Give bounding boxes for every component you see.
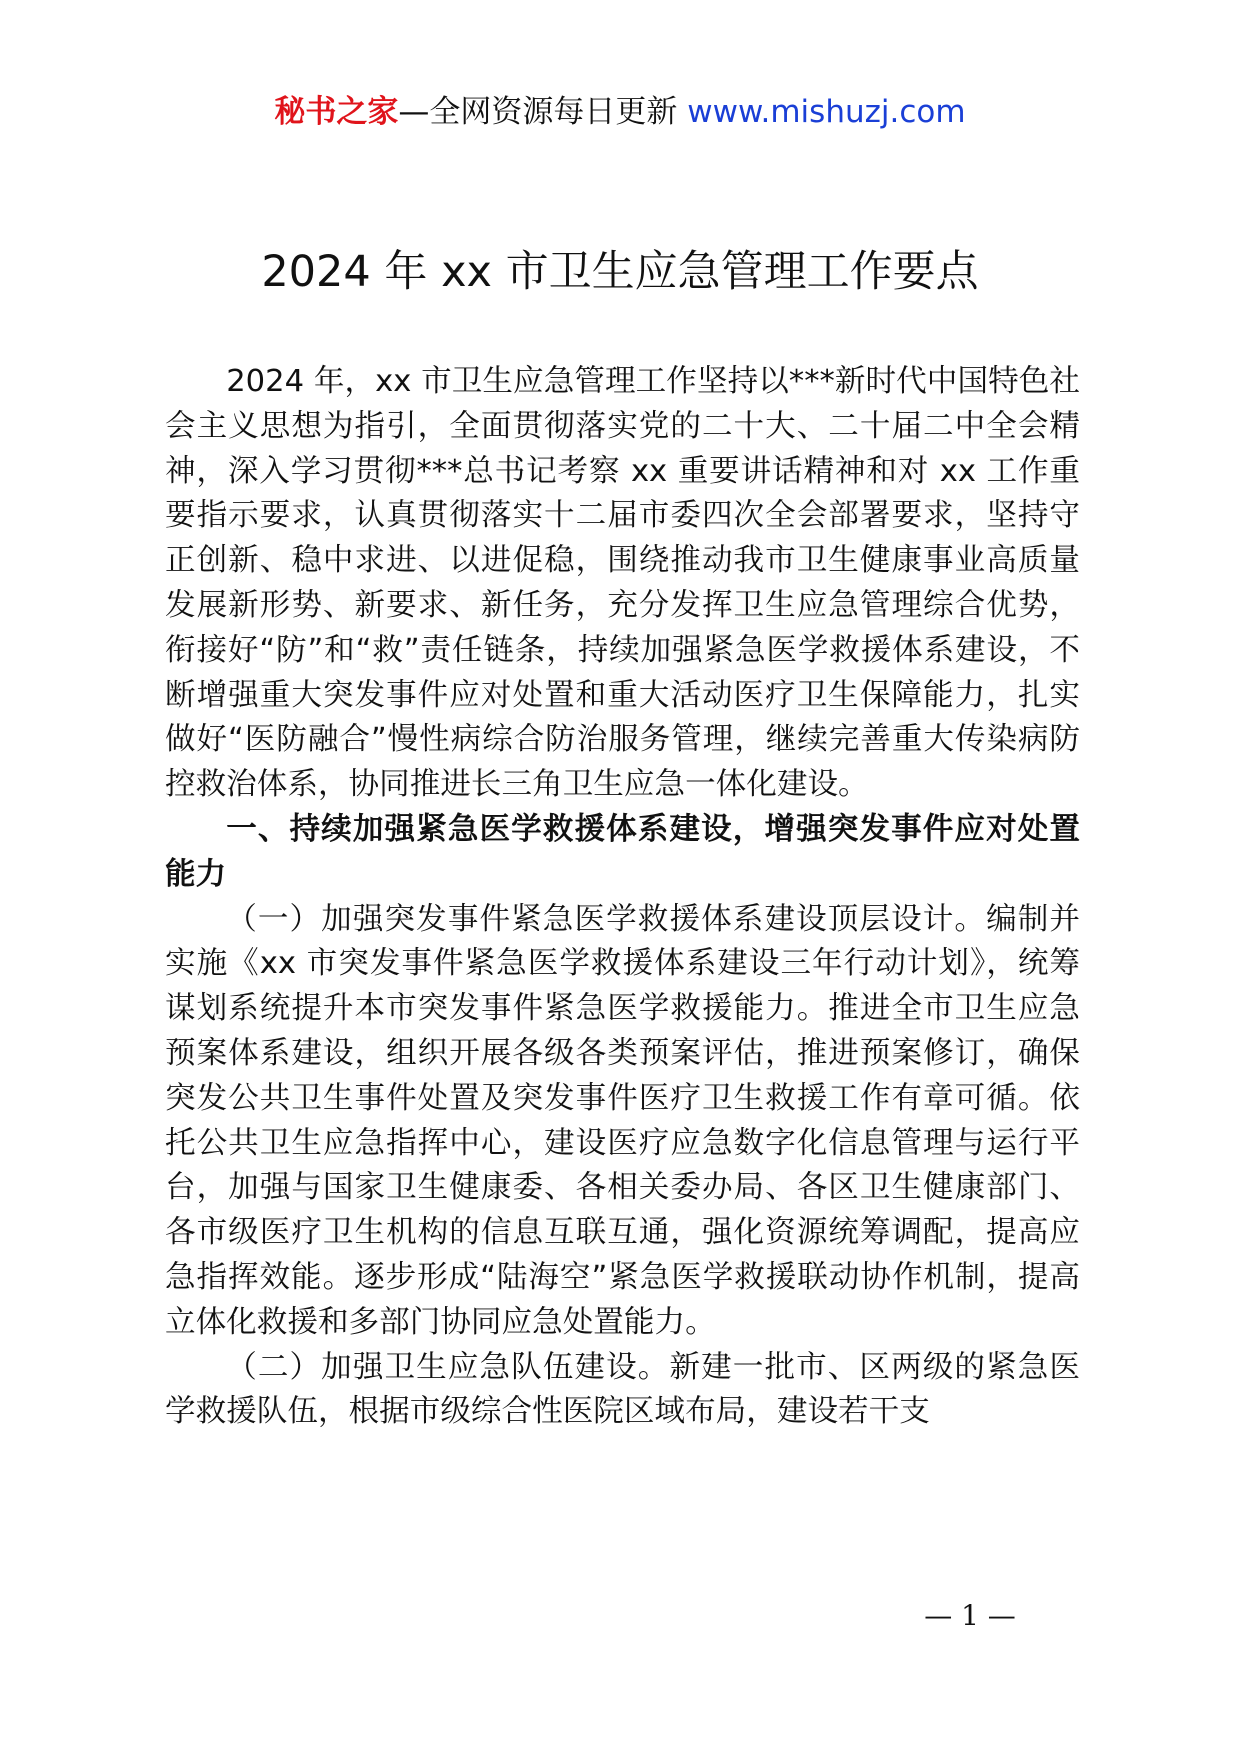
page-number: — 1 —	[924, 1599, 1016, 1632]
document-title: 2024 年 xx 市卫生应急管理工作要点	[261, 247, 979, 297]
section-heading-1: 一、持续加强紧急医学救援体系建设，增强突发事件应对处置能力	[165, 811, 1080, 892]
subsection-paragraph-1: （一）加强突发事件紧急医学救援体系建设顶层设计。编制并实施《xx 市突发事件紧急医学救援体系建设三年行动计划》，统筹谋划系统提升本市突发事件紧急医学救援能力。推进全市卫生应急预案体系建设，组织开展各级各类预案评估，推进预案修订，确保突发公共卫生事件处置及突发事件医疗卫生救援工作有章可循。依托公共卫生应急指挥中心，建设医疗应急数字化信息管理与运行平台，加强与国家卫生健康委、各相关委办局、各区卫生健康部门、各市级医疗卫生机构的信息互联互通，强化资源统筹调配，提高应急指挥效能。逐步形成“陆海空”紧急医学救援联动协作机制，提高立体化救援和多部门协同应急处置能力。	[165, 901, 1080, 1340]
site-url-link[interactable]: www.mishuzj.com	[687, 94, 966, 130]
site-tagline: —全网资源每日更新	[398, 94, 688, 130]
site-header-banner	[0, 92, 1240, 132]
intro-paragraph: 2024 年，xx 市卫生应急管理工作坚持以***新时代中国特色社会主义思想为指引，全面贯彻落实党的二十大、二十届二中全会精神，深入学习贯彻***总书记考察 xx 重要讲话精神和对 xx 工作重要指示要求，认真贯彻落实十二届市委四次全会部署要求，坚持守正创新、稳中求进、以进促稳，围绕推动我市卫生健康事业高质量发展新形势、新要求、新任务，充分发挥卫生应急管理综合优势，衔接好“防”和“救”责任链条，持续加强紧急医学救援体系建设，不断增强重大突发事件应对处置和重大活动医疗卫生保障能力，扎实做好“医防融合”慢性病综合防治服务管理，继续完善重大传染病防控救治体系，协同推进长三角卫生应急一体化建设。	[165, 364, 1080, 803]
subsection-paragraph-2: （二）加强卫生应急队伍建设。新建一批市、区两级的紧急医学救援队伍，根据市级综合性医院区域布局，建设若干支	[165, 1349, 1080, 1430]
site-brand: 秘书之家	[274, 94, 399, 130]
document-body	[165, 360, 1080, 1435]
